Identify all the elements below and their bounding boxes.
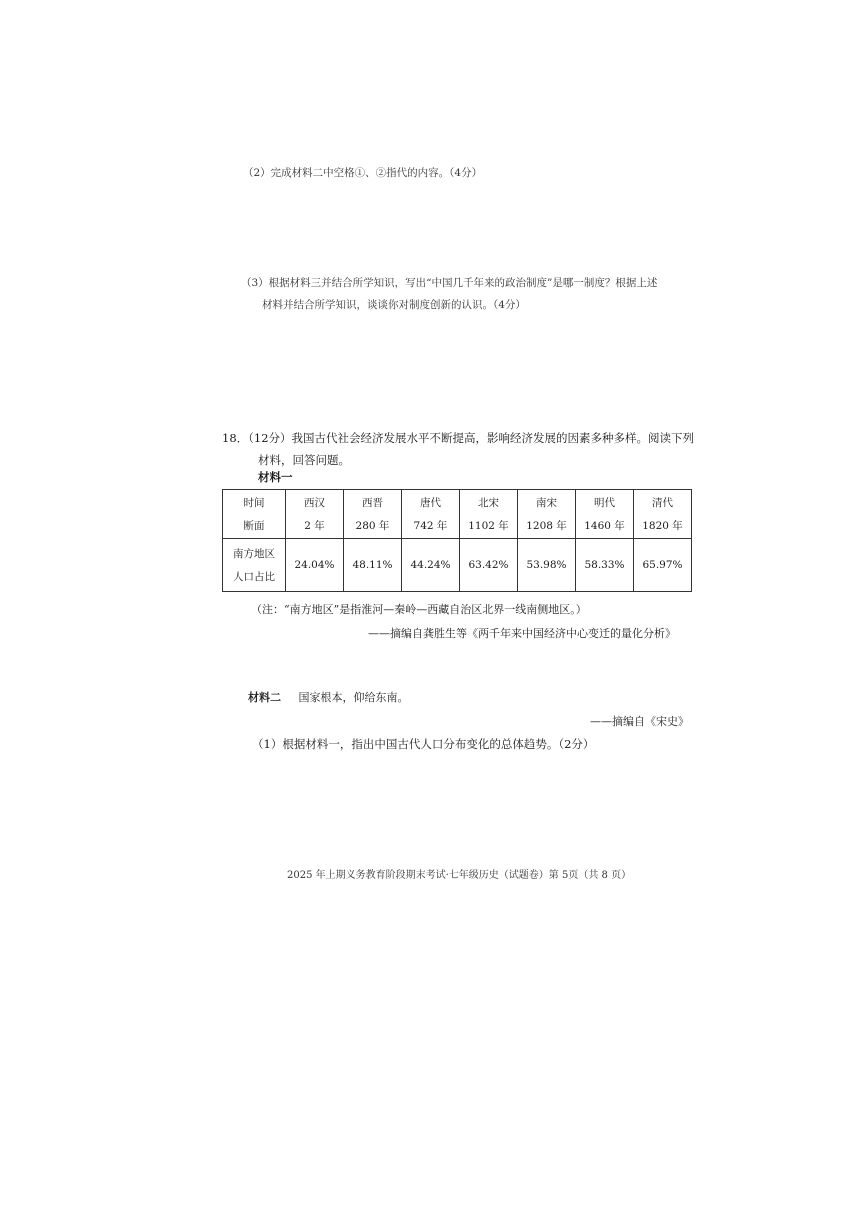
table-row: [223, 539, 692, 592]
dynasty-cell: [518, 490, 576, 539]
q18-intro: [222, 427, 694, 471]
q18-intro-line2: 材料，回答问题。: [258, 453, 350, 467]
row-label-bottom: 人口占比: [233, 571, 275, 583]
table-row: [223, 490, 692, 539]
q17-sub3: [241, 272, 657, 316]
header-bottom: 断面: [243, 520, 265, 532]
material2-label: 材料二: [248, 691, 281, 704]
dynasty-name: 北宋: [478, 497, 499, 509]
population-table: [222, 489, 692, 592]
page-footer: 2025 年上期义务教育阶段期末考试·七年级历史（试题卷）第 5页（共 8 页）: [287, 870, 632, 881]
q17-sub3-line1: （3）根据材料三并结合所学知识，写出“中国几千年来的政治制度”是哪一制度？根据上述: [241, 277, 658, 289]
value-cell: 58.33%: [576, 539, 634, 592]
dynasty-name: 唐代: [420, 497, 441, 509]
dynasty-cell: [344, 490, 402, 539]
value-cell: 24.04%: [286, 539, 344, 592]
dynasty-year: 2 年: [304, 520, 325, 532]
dynasty-year: 1820 年: [642, 520, 683, 532]
dynasty-year: 742 年: [413, 520, 448, 532]
dynasty-cell: [576, 490, 634, 539]
dynasty-name: 西晋: [362, 497, 383, 509]
q18-intro-line1: 18．（12分）我国古代社会经济发展水平不断提高，影响经济发展的因素多种多样。阅读下列: [222, 431, 695, 445]
value-cell: 53.98%: [518, 539, 576, 592]
header-top: 时间: [243, 497, 265, 509]
dynasty-year: 280 年: [355, 520, 390, 532]
value-cell: 63.42%: [460, 539, 518, 592]
dynasty-name: 明代: [594, 497, 615, 509]
q17-sub3-line2: 材料并结合所学知识，谈谈你对制度创新的认识。（4分）: [262, 299, 526, 311]
material2-text: 国家根本，仰给东南。: [298, 691, 409, 704]
dynasty-year: 1460 年: [584, 520, 625, 532]
dynasty-name: 西汉: [304, 497, 325, 509]
table-note: （注：“南方地区”是指淮河—秦岭—西藏自治区北界一线南侧地区。）: [251, 603, 587, 616]
material2: [248, 689, 409, 705]
dynasty-year: 1208 年: [526, 520, 567, 532]
row-label-cell: [223, 539, 286, 592]
value-cell: 44.24%: [402, 539, 460, 592]
material1-source: ——摘编自龚胜生等《两千年来中国经济中心变迁的量化分析》: [368, 627, 676, 640]
dynasty-year: 1102 年: [468, 520, 509, 532]
dynasty-name: 清代: [652, 497, 673, 509]
q18-sub1: （1）根据材料一，指出中国古代人口分布变化的总体趋势。（2分）: [252, 737, 595, 751]
header-cell: [223, 490, 286, 539]
dynasty-name: 南宋: [536, 497, 557, 509]
dynasty-cell: [460, 490, 518, 539]
row-label-top: 南方地区: [233, 548, 275, 560]
dynasty-cell: [634, 490, 692, 539]
dynasty-cell: [286, 490, 344, 539]
material1-label: 材料一: [258, 470, 293, 484]
dynasty-cell: [402, 490, 460, 539]
q17-sub2: （2）完成材料二中空格①、②指代的内容。（4分）: [243, 167, 483, 179]
value-cell: 65.97%: [634, 539, 692, 592]
value-cell: 48.11%: [344, 539, 402, 592]
material2-source: ——摘编自《宋史》: [590, 715, 689, 728]
